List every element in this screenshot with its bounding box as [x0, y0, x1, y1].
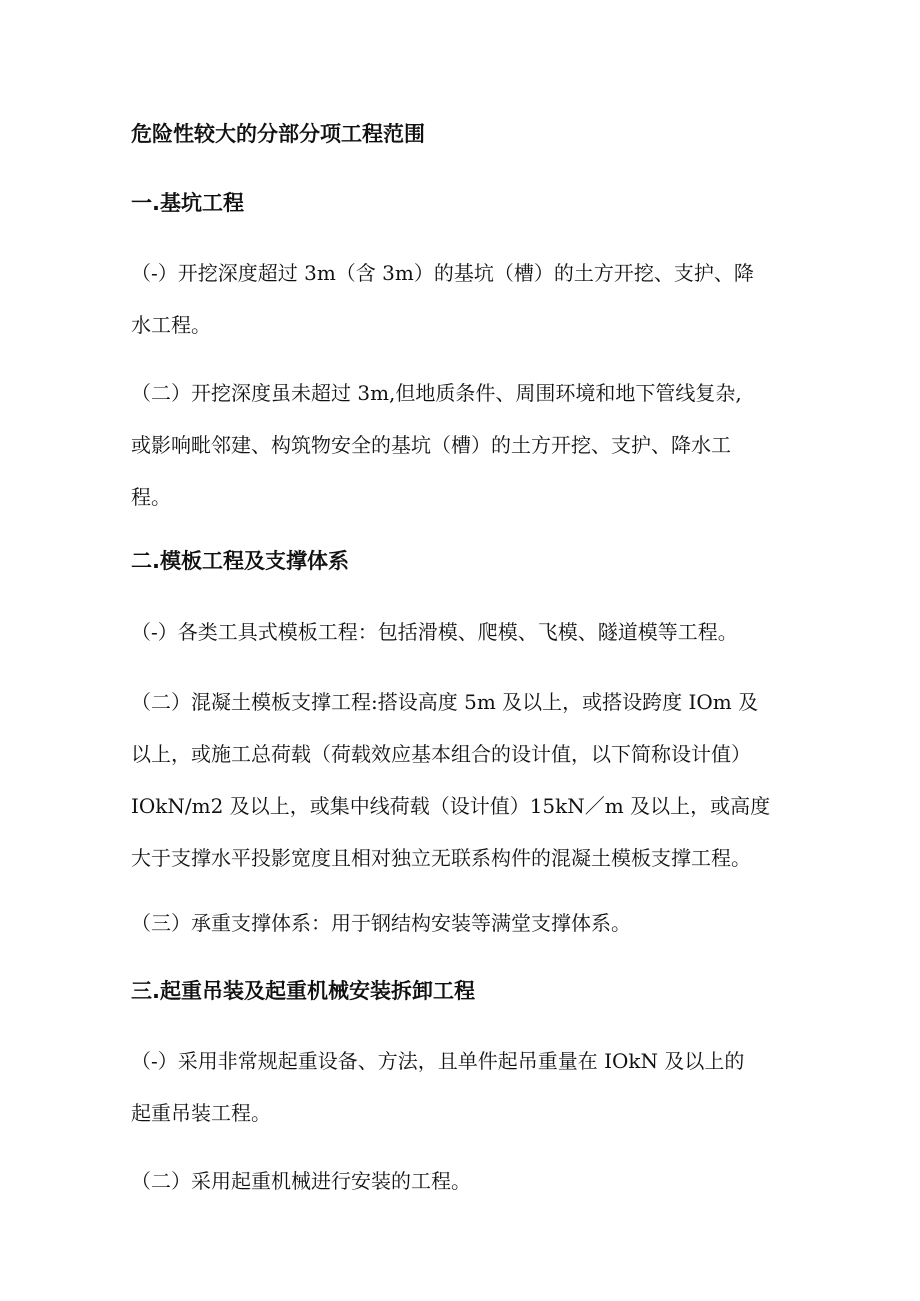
paragraph-line: （三）承重支撑体系：用于钢结构安装等满堂支撑体系。: [131, 911, 631, 935]
section-heading-foundation-pit: 一.基坑工程: [131, 191, 244, 215]
paragraph-1-2: [131, 367, 803, 523]
paragraph-3-1: [131, 1035, 803, 1139]
paragraph-line: 水工程。: [131, 313, 211, 337]
paragraph-line: 起重吊装工程。: [131, 1101, 271, 1125]
section-heading-lifting: 三.起重吊装及起重机械安装拆卸工程: [131, 979, 475, 1003]
paragraph-2-1: [131, 606, 803, 658]
section-heading-formwork: 二.模板工程及支撑体系: [131, 549, 349, 573]
paragraph-line: （-）采用非常规起重设备、方法，且单件起吊重量在 IOkN 及以上的: [131, 1049, 745, 1073]
paragraph-line: （二）混凝土模板支撑工程:搭设高度 5m 及以上，或搭设跨度 IOm 及: [131, 690, 759, 714]
paragraph-line: （-）各类工具式模板工程：包括滑模、爬模、飞模、隧道模等工程。: [131, 620, 738, 644]
paragraph-line: 或影响毗邻建、构筑物安全的基坑（槽）的土方开挖、支护、降水工: [131, 433, 731, 457]
paragraph-line: 程。: [131, 485, 171, 509]
paragraph-2-3: [131, 897, 803, 949]
paragraph-2-2: [131, 676, 803, 884]
paragraph-line: 大于支撑水平投影宽度且相对独立无联系构件的混凝土模板支撑工程。: [131, 846, 751, 870]
document-title: 危险性较大的分部分项工程范围: [131, 122, 425, 146]
paragraph-3-2: [131, 1155, 803, 1207]
paragraph-line: 以上，或施工总荷载（荷载效应基本组合的设计值，以下简称设计值）: [131, 742, 751, 766]
paragraph-line: IOkN/m2 及以上，或集中线荷载（设计值）15kN／m 及以上，或高度: [131, 794, 771, 818]
paragraph-line: （二）采用起重机械进行安装的工程。: [131, 1169, 471, 1193]
paragraph-line: （-）开挖深度超过 3m（含 3m）的基坑（槽）的土方开挖、支护、降: [131, 261, 754, 285]
paragraph-1-1: [131, 247, 803, 351]
paragraph-line: （二）开挖深度虽未超过 3m,但地质条件、周围环境和地下管线复杂,: [131, 381, 742, 405]
